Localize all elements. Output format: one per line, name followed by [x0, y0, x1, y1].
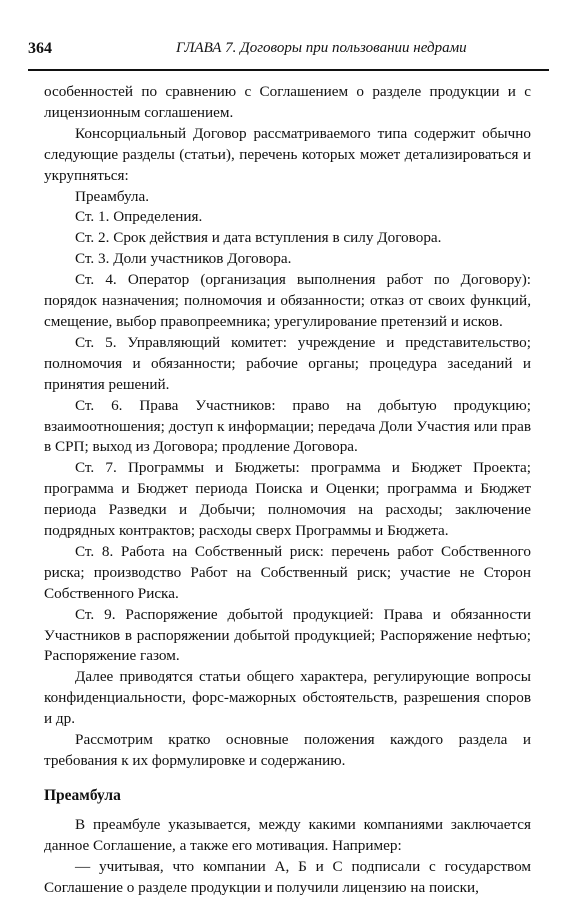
page-number: 364 — [28, 40, 52, 57]
list-item: Ст. 8. Работа на Собственный риск: перечень работ Собственного риска; производство Работ на Собственный риск; участие не Сторон Собственного Риска. — [44, 542, 531, 602]
running-head: ГЛАВА 7. Договоры при пользовании недрами — [176, 40, 467, 56]
paragraph: — учитывая, что компании А, Б и С подписали с государством Соглашение о разделе продукции и получили лицензию на поиски, — [44, 857, 531, 896]
body-text — [44, 82, 531, 898]
paragraph: В преамбуле указывается, между какими компаниями заключается данное Соглашение, а также его мотивация. Например: — [44, 815, 531, 854]
section-heading: Преамбула — [44, 786, 121, 804]
paragraph: Далее приводятся статьи общего характера, регулирующие вопросы конфиденциальности, форс-мажорных обстоятельств, разрешения споров и др. — [44, 668, 531, 728]
header-rule — [28, 69, 549, 71]
list-item: Ст. 3. Доли участников Договора. — [75, 250, 292, 268]
list-item: Преамбула. — [75, 187, 150, 205]
list-item: Ст. 7. Программы и Бюджеты: программа и Бюджет Проекта; программа и Бюджет периода Поиска и Оценки; программа и Бюджет периода Разведки и Добычи; полномочия на расходы; заключение подрядных контрактов; расходы сверх Программы и Бюджета. — [44, 459, 531, 540]
page-header — [28, 40, 548, 64]
paragraph: Рассмотрим кратко основные положения каждого раздела и требования к их формулировке и содержанию. — [44, 731, 531, 769]
paragraph: особенностей по сравнению с Соглашением о разделе продукции и с лицензионным соглашением. — [44, 83, 531, 121]
list-item: Ст. 1. Определения. — [75, 208, 203, 226]
list-item: Ст. 4. Оператор (организация выполнения работ по Договору): порядок назначения; полномочия и обязанности; отказ от своих функций, смещение, выбор правопреемника; урегулирование претензий и исков. — [44, 271, 531, 330]
list-item: Ст. 6. Права Участников: право на добытую продукцию; взаимоотношения; доступ к информации; передача Доли Участия или прав в СРП; выход из Договора; продление Договора. — [44, 396, 531, 456]
list-item: Ст. 2. Срок действия и дата вступления в силу Договора. — [75, 229, 442, 247]
list-item: Ст. 5. Управляющий комитет: учреждение и представительство; полномочия и обязанности; рабочие органы; процедура заседаний и принятия решений. — [44, 333, 531, 393]
list-item: Ст. 9. Распоряжение добытой продукцией: Права и обязанности Участников в распоряжении добытой продукцией; Распоряжение нефтью; Распоряжение газом. — [44, 605, 531, 665]
paragraph: Консорциальный Договор рассматриваемого типа содержит обычно следующие разделы (статьи), перечень которых может детализироваться и укрупняться: — [44, 124, 531, 184]
